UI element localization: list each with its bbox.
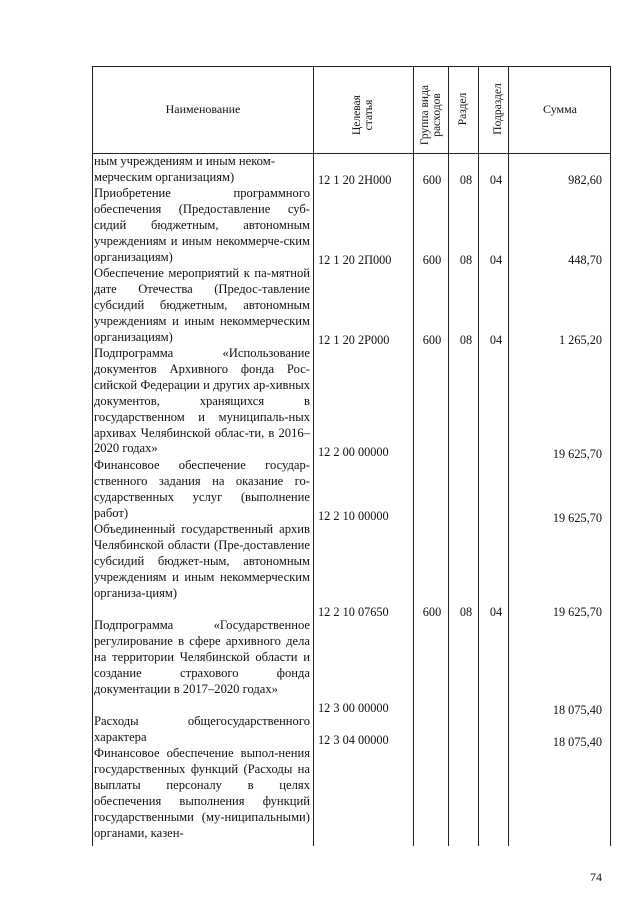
- col-border-name: [313, 66, 314, 846]
- row-sum: 19 625,70: [552, 605, 602, 619]
- row-name: Подпрограмма «Использование документов Архивного фонда Рос-сийской Федерации и других ар-хивных документов, хранящихся в государственном и муниципаль-ных архивах Челябинской облас-ти, в 2016–2020 годах»: [94, 346, 310, 456]
- row-expense-group: 600: [422, 605, 442, 619]
- row-section: 08: [459, 333, 473, 347]
- row-target-code: 12 1 20 2Н000: [318, 173, 392, 187]
- col-border-right: [610, 66, 611, 846]
- row-sum: 18 075,40: [552, 735, 602, 749]
- page-number: 74: [590, 870, 602, 884]
- row-section: 08: [459, 253, 473, 267]
- row-target-code: 12 3 00 00000: [318, 701, 389, 715]
- row-sum: 18 075,40: [552, 703, 602, 717]
- row-target-code: 12 3 04 00000: [318, 733, 389, 747]
- row-expense-group: 600: [422, 253, 442, 267]
- row-subsection: 04: [489, 605, 503, 619]
- header-section: Раздел: [457, 92, 469, 126]
- row-target-code: 12 2 10 00000: [318, 509, 389, 523]
- row-target-code: 12 1 20 2П000: [318, 253, 392, 267]
- row-subsection: 04: [489, 333, 503, 347]
- row-name: Обеспечение мероприятий к па-мятной дате Отечества (Предос-тавление субсидий бюджетным, автономным учреждениям и иным некоммерческим организациям): [94, 266, 310, 344]
- row-name: Объединенный государственный архив Челябинской области (Пре-доставление субсидий бюджет-ным, автономным учреждениям и иным некоммерческим организа-циям): [94, 522, 310, 600]
- header-subsection: Подраздел: [492, 83, 504, 135]
- row-name: Финансовое обеспечение государ-ственного задания на оказание го-сударственных услуг (выполнение работ): [94, 458, 310, 520]
- table-top-border: [92, 66, 611, 67]
- row-sum: 19 625,70: [552, 447, 602, 461]
- row-expense-group: 600: [422, 333, 442, 347]
- header-expense-group: Группа вида расходов: [419, 84, 443, 146]
- row-name: Подпрограмма «Государственное регулирование в сфере архивного дела на территории Челябинской области и создание страхового фонда документации в 2017–2020 годах»: [94, 618, 310, 696]
- row-name: Приобретение программного обеспечения (Предоставление суб-сидий бюджетным, автономным учреждениям и иным некоммерче-ским организациям): [94, 186, 310, 264]
- row-name: Расходы общегосударственного характера: [94, 714, 310, 744]
- row-subsection: 04: [489, 173, 503, 187]
- col-border-group: [448, 66, 449, 846]
- header-target: Целевая статья: [351, 95, 375, 135]
- row-name: Финансовое обеспечение выпол-нения государственных функций (Расходы на выплаты персоналу в целях обеспечения выполнения функций государственными (му-ниципальными) органами, казен-: [94, 746, 310, 840]
- row-sum: 448,70: [568, 253, 602, 267]
- header-sum: Сумма: [543, 102, 577, 116]
- col-border-left: [92, 66, 93, 846]
- row-sum: 1 265,20: [558, 333, 602, 347]
- row-name: ным учреждениям и иным неком- мерческим организациям): [94, 154, 275, 184]
- header-name: Наименование: [165, 102, 241, 116]
- row-target-code: 12 2 00 00000: [318, 445, 389, 459]
- row-expense-group: 600: [422, 173, 442, 187]
- row-section: 08: [459, 605, 473, 619]
- row-section: 08: [459, 173, 473, 187]
- row-sum: 19 625,70: [552, 511, 602, 525]
- row-subsection: 04: [489, 253, 503, 267]
- row-target-code: 12 2 10 07650: [318, 605, 389, 619]
- row-target-code: 12 1 20 2Р000: [318, 333, 390, 347]
- row-sum: 982,60: [568, 173, 602, 187]
